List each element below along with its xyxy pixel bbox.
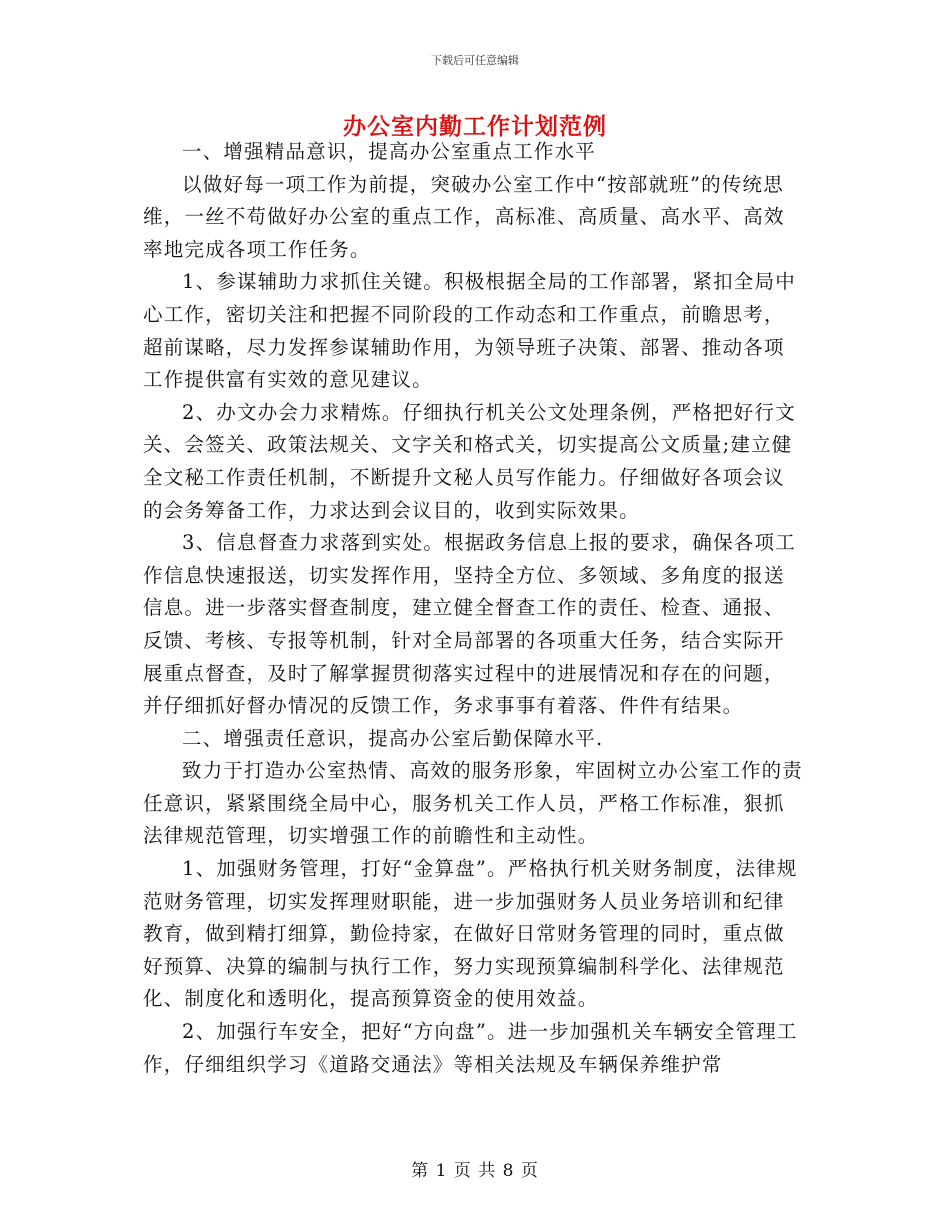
paragraph: 1、参谋辅助力求抓住关键。积极根据全局的工作部署，紧扣全局中心工作，密切关注和把握不同阶段的工作动态和工作重点，前瞻思考，超前谋略，尽力发挥参谋辅助作用，为领导班子决策、部署、推动各项工作提供富有实效的意见建议。 <box>143 270 796 392</box>
section-heading-1: 一、增强精品意识，提高办公室重点工作水平 <box>182 140 597 163</box>
paragraph: 以做好每一项工作为前提，突破办公室工作中“按部就班”的传统思维，一丝不苟做好办公室的重点工作，高标准、高质量、高水平、高效率地完成各项工作任务。 <box>143 172 785 261</box>
paragraph: 致力于打造办公室热情、高效的服务形象，牢固树立办公室工作的责任意识，紧紧围绕全局中心，服务机关工作人员，严格工作标准，狠抓法律规范管理，切实增强工作的前瞻性和主动性。 <box>143 759 804 848</box>
header-note: 下载后可任意编辑 <box>431 54 519 67</box>
paragraph: 3、信息督查力求落到实处。根据政务信息上报的要求，确保各项工作信息快速报送，切实发挥作用，坚持全方位、多领域、多角度的报送信息。进一步落实督查制度，建立健全督查工作的责任、检查、通报、反馈、考核、专报等机制，针对全局部署的各项重大任务，结合实际开展重点督查，及时了解掌握贯彻落实过程中的进展情况和存在的问题，并仔细抓好督办情况的反馈工作，务求事事有着落、件件有结果。 <box>143 531 796 718</box>
document-body <box>143 136 803 1081</box>
page-number-footer: 第 1 页 共 8 页 <box>411 1161 539 1181</box>
section-heading-2: 二、增强责任意识，提高办公室后勤保障水平. <box>182 726 604 750</box>
paragraph: 2、加强行车安全，把好“方向盘”。进一步加强机关车辆安全管理工作，仔细组织学习《道路交通法》等相关法规及车辆保养维护常 <box>143 1020 798 1076</box>
paragraph: 2、办文办会力求精炼。仔细执行机关公文处理条例，严格把好行文关、会签关、政策法规关、文字关和格式关，切实提高公文质量;建立健全文秘工作责任机制，不断提升文秘人员写作能力。仔细做好各项会议的会务筹备工作，力求达到会议目的，收到实际效果。 <box>143 400 796 522</box>
paragraph: 1、加强财务管理，打好“金算盘”。严格执行机关财务制度，法律规范财务管理，切实发挥理财职能，进一步加强财务人员业务培训和纪律教育，做到精打细算，勤俭持家，在做好日常财务管理的同时，重点做好预算、决算的编制与执行工作，努力实现预算编制科学化、法律规范化、制度化和透明化，提高预算资金的使用效益。 <box>143 857 798 1011</box>
document-title: 办公室内勤工作计划范例 <box>343 113 607 140</box>
